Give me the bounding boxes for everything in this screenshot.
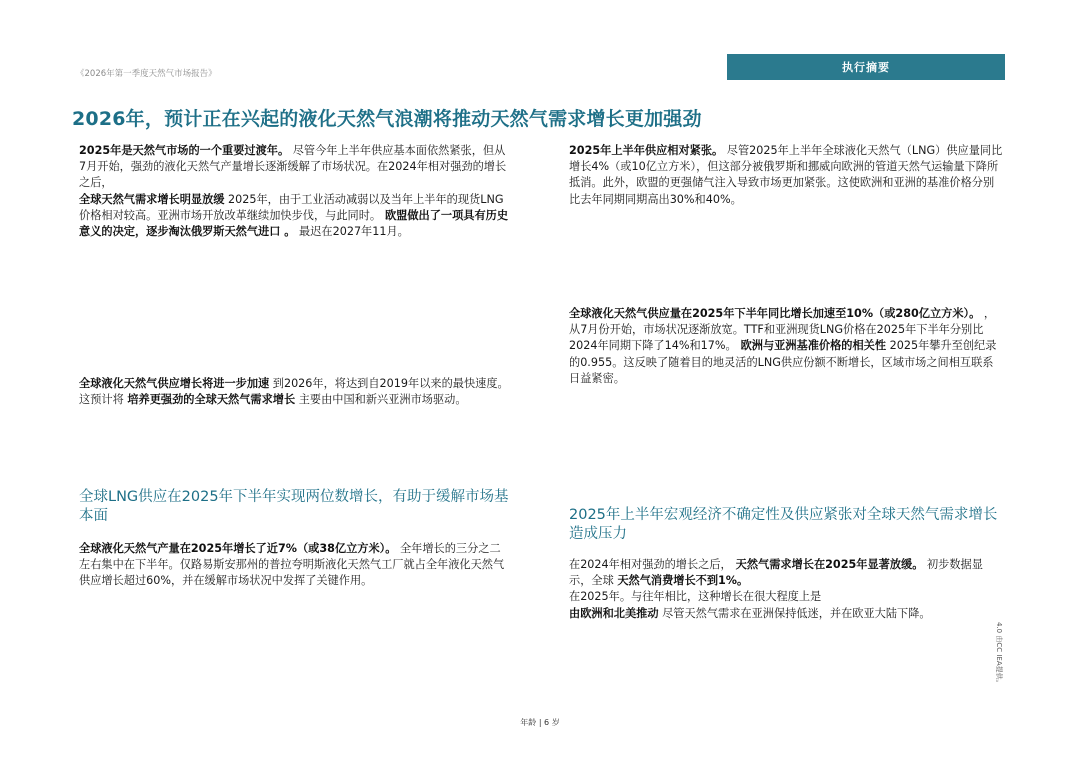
bold-text: 培养更强劲的全球天然气需求增长 — [127, 393, 296, 407]
bold-text: 2025年是天然气市场的一个重要过渡年。 — [79, 144, 290, 157]
right-subheading: 2025年上半年宏观经济不确定性及供应紧张对全球天然气需求增长造成压力 — [569, 507, 998, 542]
body-text: ，从7月份开始，市场状况逐渐放宽。TTF和亚洲现货LNG价格在2025年下半年分别比2024年同期下降了14%和17%。 — [569, 307, 996, 353]
bold-text: 全球液化天然气供应量在2025年下半年同比增长加速至10%（或280亿立方米）。 — [569, 307, 981, 320]
body-text: 全年增长的三分之二左右集中在下半年。仅路易斯安那州的普拉夸明斯液化天然气工厂就占全年液化天然气供应增长超过60%，并在缓解市场状况中发挥了关键作用。 — [79, 542, 505, 588]
body-text: 到2026年，将达到自2019年以来的最快速度。这预计将 — [79, 377, 509, 407]
left-paragraph-3 — [79, 541, 511, 590]
left-paragraph-1 — [79, 143, 509, 240]
body-text: 在2024年相对强劲的增长之后， — [569, 558, 732, 571]
left-paragraph-2 — [79, 376, 519, 408]
left-subheading: 全球LNG供应在2025年下半年实现两位数增长，有助于缓解市场基本面 — [79, 489, 509, 524]
page-headline: 2026年，预计正在兴起的液化天然气浪潮将推动天然气需求增长更加强劲 — [72, 108, 702, 130]
section-tab: 执行摘要 — [727, 54, 1005, 80]
bold-text: 欧盟做出了一项具有历史意义的决定，逐步淘汰俄罗斯天然气进口 。 — [79, 208, 509, 239]
bold-text: 全球天然气需求增长明显放缓 — [79, 192, 225, 206]
body-text: 尽管2025年上半年全球液化天然气（LNG）供应量同比增长4%（或10亿立方米），但这部分被俄罗斯和挪威向欧洲的管道天然气运输量下降所抵消。此外，欧盟的更强储气注入导致市场更加紧张。这使欧洲和亚洲的基准价格分别比去年同期同期高出30%和40%。 — [569, 144, 1003, 206]
right-paragraph-2 — [569, 306, 1004, 387]
bold-text: 全球液化天然气供应增长将进一步加速 — [79, 377, 270, 390]
right-paragraph-1 — [569, 143, 1004, 208]
bold-text: 由欧洲和北美推动 — [569, 606, 659, 620]
body-text: 2025年攀升至创纪录的0.955。这反映了随着目的地灵活的LNG供应份额不断增长，区域市场之间相互联系日益紧密。 — [569, 339, 997, 385]
bold-text: 天然气消费增长不到1%。 — [617, 574, 749, 588]
bold-text: 天然气需求增长在2025年显著放缓。 — [731, 558, 924, 571]
body-text: 尽管天然气需求在亚洲保持低迷，并在欧亚大陆下降。 — [658, 606, 931, 620]
body-text: 初步数据显示，全球 — [569, 558, 983, 588]
bold-text: 全球液化天然气产量在2025年增长了近7%（或38亿立方米）。 — [79, 542, 397, 555]
body-text: 2025年，由于工业活动减弱以及当年上半年的现货LNG价格相对较高。亚洲市场开放改革继续加快步伐，与此同时。 — [79, 192, 504, 222]
body-text: 主要由中国和新兴亚洲市场驱动。 — [295, 393, 467, 407]
body-text: 尽管今年上半年供应基本面依然紧张，但从7月开始，强劲的液化天然气产量增长逐渐缓解了市场状况。在2024年相对强劲的增长之后， — [79, 144, 507, 190]
body-text: 最迟在2027年11月。 — [295, 225, 409, 239]
side-note: 4.0 由CC IEA提供。 — [995, 622, 1003, 687]
bold-text: 2025年上半年供应相对紧张。 — [569, 144, 724, 157]
bold-text: 欧洲与亚洲基准价格的相关性 — [736, 339, 887, 353]
body-text: 在2025年。与往年相比，这种增长在很大程度上是 — [569, 590, 822, 604]
page-number: 年龄 | 6 岁 — [520, 718, 560, 727]
right-paragraph-3 — [569, 557, 1004, 622]
running-head: 《2026年第一季度天然气市场报告》 — [76, 69, 217, 79]
